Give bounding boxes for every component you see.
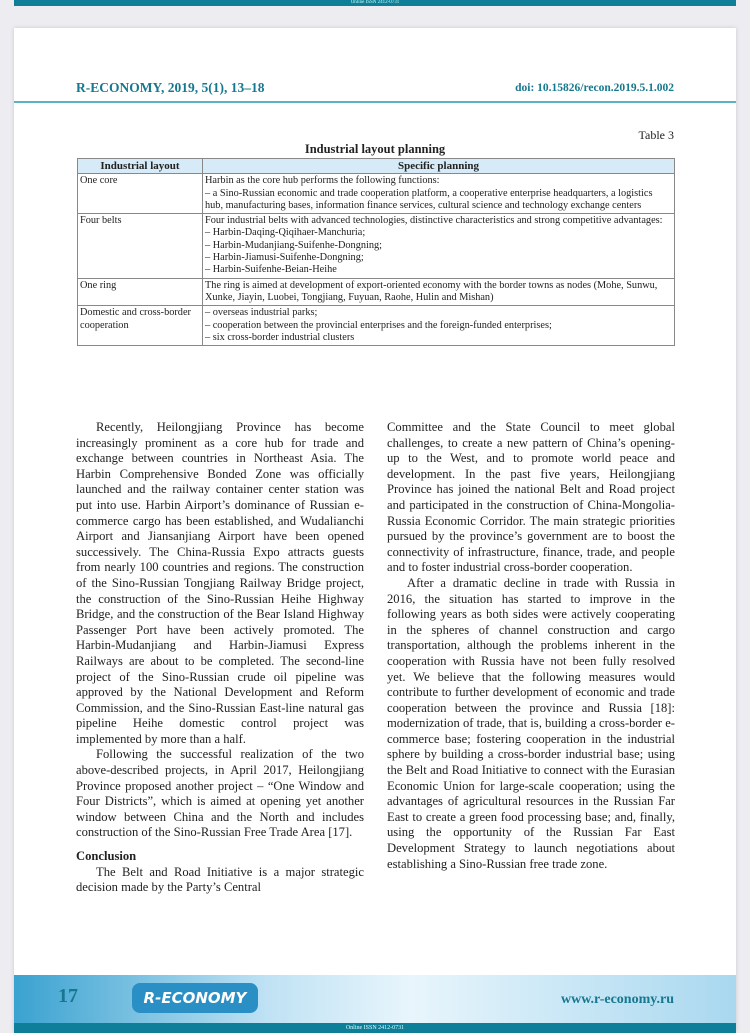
paragraph: Recently, Heilongjiang Province has become increasingly prominent as a core hub for trade and exchange between countries in Northeast Asia. The Harbin Comprehensive Bonded Zone was officially launched and the railway container center station was put into use. Harbin Airport’s dominance of Russian e-commerce cargo has been established, and Wudalianchi Airport and Jiansanjiang Airport have been opened successively. The China-Russia Expo attracts guests from nearly 100 countries and regions. The construction of the Sino-Russian Tongjiang Railway Bridge project, the construction of the Sino-Russian Heihe Highway Bridge, and the construction of the Bear Island Highway Passenger Port have been actively promoted. The Harbin-Mudanjiang and Harbin-Jiamusi Express Railways are about to be completed. The second-line project of the Sino-Russian crude oil pipeline was approved by the National Development and Reform Commission, and the Sino-Russian East-line natural gas pipeline Heihe domestic control project was implemented by more than a half. — [76, 420, 364, 746]
document-page — [14, 28, 736, 1033]
table-row — [78, 278, 675, 306]
right-column — [387, 420, 675, 872]
planning-cell — [203, 278, 675, 306]
planning-line: The ring is aimed at development of export-oriented economy with the border towns as nodes (Mohe, Sunwu, Xunke, Jiayin, Luobei, Tongjiang, Fuyuan, Raohe, Hulin and Mishan) — [205, 279, 658, 303]
bottom-issn: Online ISSN 2412-0731 — [345, 1025, 405, 1031]
running-header — [76, 80, 674, 96]
top-issn-band — [14, 0, 736, 6]
planning-line: – overseas industrial parks; — [205, 307, 318, 319]
table-row — [78, 174, 675, 214]
column-header: Industrial layout — [78, 159, 203, 174]
footer — [14, 975, 736, 1023]
table-number: Table 3 — [638, 128, 674, 142]
planning-cell — [203, 306, 675, 346]
paragraph: Following the successful realization of the two above-described projects, in April 2017, Heilongjiang Province proposed another project – “One Window and Four Districts”, which is aimed at opening yet another window between China and the North and includes construction of the Sino-Russian Free Trade Area [17]. — [76, 747, 364, 840]
website-link[interactable]: www.r-economy.ru — [560, 992, 674, 1007]
column-header: Specific planning — [203, 159, 675, 174]
r-economy-logo: R-ECONOMY — [132, 983, 258, 1013]
planning-line: – Harbin-Mudanjiang-Suifenhe-Dongning; — [205, 239, 383, 251]
planning-line: Four industrial belts with advanced technologies, distinctive characteristics and strong competitive advantages: — [205, 215, 663, 227]
layout-cell: One ring — [78, 278, 203, 306]
planning-line: Harbin as the core hub performs the following functions: — [205, 175, 440, 187]
planning-line: – Harbin-Suifenhe-Beian-Heihe — [205, 264, 337, 276]
paragraph: After a dramatic decline in trade with Russia in 2016, the situation has started to improve in the following years as both sides were actively cooperating in the spheres of channel construction and cargo transportation, although the problems inherent in the cooperation with Russia have not been fully resolved yet. We believe that the following measures would contribute to further development of economic and trade cooperation between the province and Russia [18]: modernization of trade, that is, building a cross-border e-commerce base; fostering cooperation in the industrial sphere by building a cross-border industrial base; using the Belt and Road Initiative to connect with the Eurasian Economic Union for large-scale cooperation; using the advantages of agricultural resources in the Russian Far East to create a green food processing base; and, finally, using the opportunity of the Russian Far East Development Strategy to launch negotiations about establishing a Sino-Russian free trade zone. — [387, 575, 675, 871]
planning-line: – cooperation between the provincial enterprises and the foreign-funded enterprises; — [205, 319, 552, 331]
layout-planning-table — [77, 158, 675, 346]
planning-line: – a Sino-Russian economic and trade cooperation platform, a cooperative enterprise headquarters, a logistics hub, manufacturing bases, information finance services, cultural science and technology exchange centers — [205, 187, 653, 211]
page-number: 17 — [58, 985, 78, 1007]
planning-line: – Harbin-Daqing-Qiqihaer-Manchuria; — [205, 227, 366, 239]
planning-line: – six cross-border industrial clusters — [205, 331, 355, 343]
section-heading: Conclusion — [76, 849, 137, 864]
table-row — [78, 214, 675, 278]
layout-cell: Domestic and cross-border cooperation — [78, 306, 203, 346]
top-issn: Online ISSN 2412-0731 — [350, 0, 400, 5]
table-row — [78, 306, 675, 346]
paragraph: Committee and the State Council to meet global challenges, to create a new pattern of China’s opening-up to the West, and to promote world peace and development. In the past five years, Heilongjiang Province has joined the national Belt and Road project and participated in the construction of China-Mongolia-Russia Economic Corridor. The main strategic priorities pursued by the province’s government are to boost the connectivity of infrastructure, finance, trade, and people and to foster industrial cross-border cooperation. — [387, 420, 675, 575]
journal-citation: R-ECONOMY, 2019, 5(1), 13–18 — [76, 80, 265, 95]
planning-line: – Harbin-Jiamusi-Suifenhe-Dongning; — [205, 252, 364, 264]
layout-cell: One core — [78, 174, 203, 214]
left-column — [76, 420, 364, 896]
planning-cell — [203, 174, 675, 214]
table-title: Industrial layout planning — [304, 142, 446, 156]
header-divider — [14, 101, 736, 103]
bottom-issn-band — [14, 1023, 736, 1033]
planning-cell — [203, 214, 675, 278]
paragraph: The Belt and Road Initiative is a major strategic decision made by the Party’s Central — [76, 864, 364, 895]
layout-cell: Four belts — [78, 214, 203, 278]
doi: doi: 10.15826/recon.2019.5.1.002 — [515, 82, 674, 94]
